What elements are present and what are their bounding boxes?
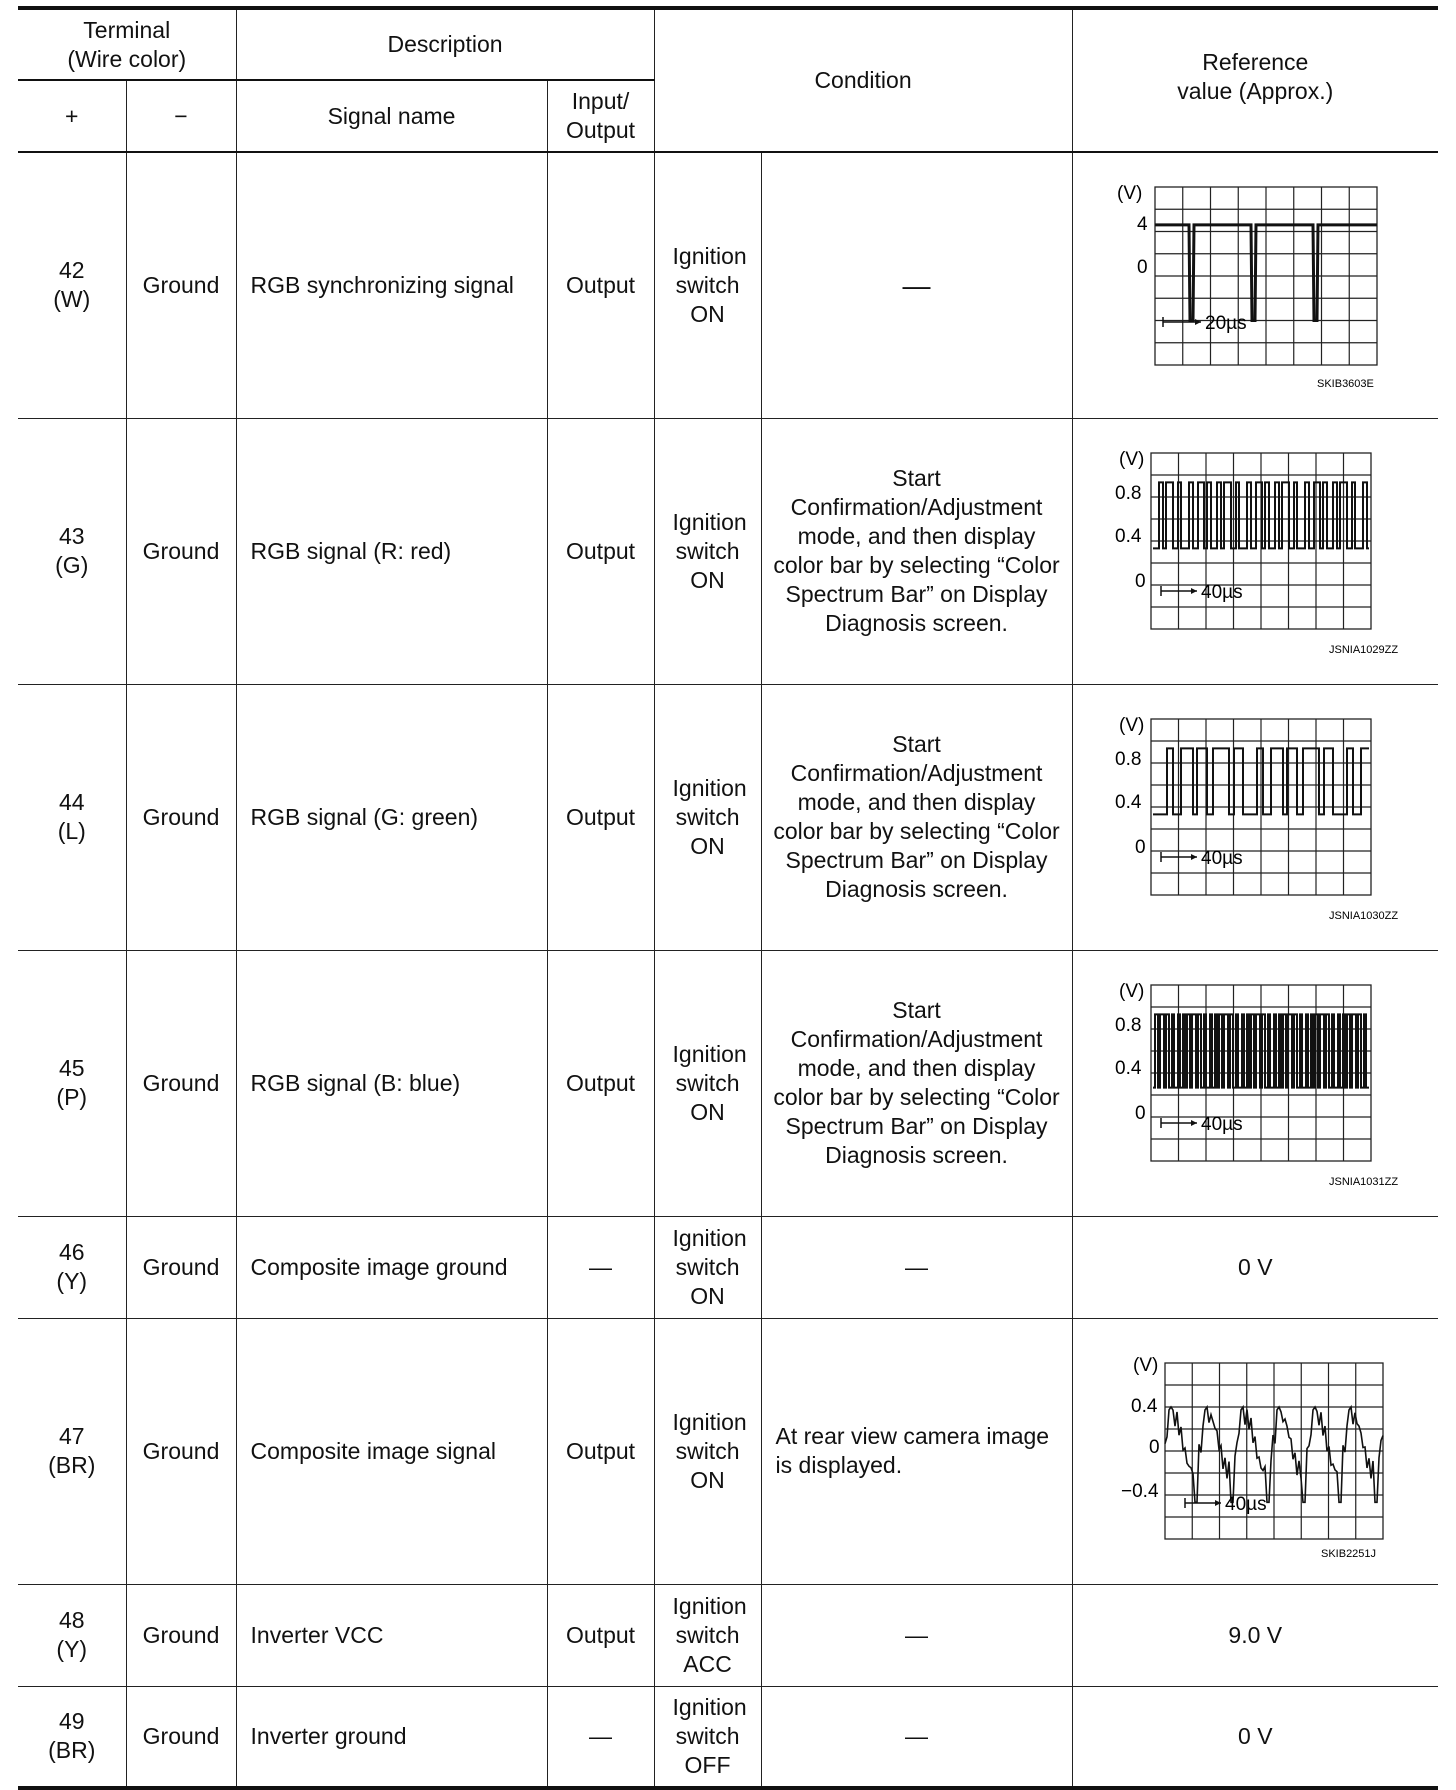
ignition-cell: Ignition switch ON bbox=[654, 418, 761, 684]
wire-color: (G) bbox=[55, 552, 89, 578]
red-signal-chart bbox=[1077, 441, 1443, 661]
terminal-cell bbox=[18, 1686, 126, 1788]
header-condition: Condition bbox=[654, 8, 1072, 152]
time-scale-label: 40µs bbox=[1224, 1494, 1267, 1515]
ground-cell: Ground bbox=[126, 418, 236, 684]
terminal-cell bbox=[18, 152, 126, 418]
time-scale-label: 40µs bbox=[1200, 1114, 1243, 1135]
signal-name: Composite image signal bbox=[236, 1318, 547, 1584]
y-tick-label: 0 bbox=[1134, 837, 1146, 858]
ignition-cell: Ignition switch ON bbox=[654, 1216, 761, 1318]
green-signal-chart bbox=[1077, 707, 1443, 927]
figure-code: SKIB2251J bbox=[1320, 1548, 1376, 1560]
io-cell: — bbox=[547, 1216, 654, 1318]
ground-cell: Ground bbox=[126, 1584, 236, 1686]
y-tick-label: 0.4 bbox=[1114, 1058, 1141, 1079]
terminal-number: 49 bbox=[58, 1708, 85, 1735]
terminal-number: 44 bbox=[58, 789, 85, 815]
ground-cell: Ground bbox=[126, 1216, 236, 1318]
y-tick-label: 0 bbox=[1148, 1437, 1160, 1458]
blue-signal-chart bbox=[1077, 973, 1443, 1193]
wire-color: (BR) bbox=[48, 1737, 96, 1764]
red-signal-trace bbox=[1153, 482, 1369, 548]
figure-code: JSNIA1030ZZ bbox=[1328, 910, 1398, 922]
condition-cell: — bbox=[761, 1216, 1072, 1318]
header-reference: Reference value (Approx.) bbox=[1072, 8, 1438, 152]
condition-cell: — bbox=[761, 1584, 1072, 1686]
wire-color: (L) bbox=[57, 818, 86, 844]
table-row bbox=[18, 152, 1438, 418]
chart-gridlines bbox=[1151, 719, 1371, 895]
y-unit-label: (V) bbox=[1118, 715, 1144, 736]
terminal-cell bbox=[18, 950, 126, 1216]
y-tick-label: 0 bbox=[1134, 571, 1146, 592]
reference-chart-cell bbox=[1072, 1318, 1438, 1584]
header-signal-name: Signal name bbox=[236, 80, 547, 152]
ignition-cell: Ignition switch ACC bbox=[654, 1584, 761, 1686]
reference-chart-cell bbox=[1072, 152, 1438, 418]
io-cell: Output bbox=[547, 1584, 654, 1686]
ignition-cell: Ignition switch ON bbox=[654, 950, 761, 1216]
chart-gridlines bbox=[1165, 1363, 1383, 1539]
terminal-cell bbox=[18, 1584, 126, 1686]
header-minus: − bbox=[126, 80, 236, 152]
signal-name: RGB signal (G: green) bbox=[236, 684, 547, 950]
time-scale-label: 20µs bbox=[1204, 313, 1247, 335]
terminal-number: 48 bbox=[58, 1607, 85, 1633]
y-unit-label: (V) bbox=[1116, 183, 1142, 205]
io-cell: — bbox=[547, 1686, 654, 1788]
ignition-cell: Ignition switch ON bbox=[654, 684, 761, 950]
io-cell: Output bbox=[547, 950, 654, 1216]
table-row bbox=[18, 684, 1438, 950]
condition-cell: At rear view camera image is displayed. bbox=[761, 1318, 1072, 1584]
wire-color: (Y) bbox=[56, 1268, 88, 1294]
figure-code: JSNIA1031ZZ bbox=[1328, 1176, 1398, 1188]
y-tick-label: 0.4 bbox=[1114, 792, 1141, 813]
condition-cell: Start Confirmation/Adjustment mode, and then display color bar by selecting “Color Spectrum Bar” on Display Diagnosis screen. bbox=[761, 684, 1072, 950]
reference-value: 0 V bbox=[1072, 1216, 1438, 1318]
y-tick-label: 0.8 bbox=[1114, 483, 1141, 504]
terminal-number: 45 bbox=[58, 1055, 85, 1081]
table-row bbox=[18, 1686, 1438, 1788]
header-io: Input/ Output bbox=[547, 80, 654, 152]
signal-name: RGB synchronizing signal bbox=[236, 152, 547, 418]
time-scale-label: 40µs bbox=[1200, 582, 1243, 603]
wire-color: (P) bbox=[56, 1084, 88, 1110]
y-tick-label: 4 bbox=[1136, 214, 1148, 236]
terminal-number: 42 bbox=[58, 257, 85, 284]
wire-color: (Y) bbox=[56, 1636, 88, 1662]
terminal-table-sheet bbox=[18, 6, 1438, 1790]
wire-color: (W) bbox=[53, 286, 91, 313]
y-unit-label: (V) bbox=[1118, 449, 1144, 470]
terminal-cell bbox=[18, 1318, 126, 1584]
terminal-number: 46 bbox=[58, 1239, 85, 1265]
y-tick-label: 0.8 bbox=[1114, 749, 1141, 770]
reference-chart-cell bbox=[1072, 418, 1438, 684]
condition-cell: — bbox=[761, 152, 1072, 418]
y-tick-label: 0.4 bbox=[1114, 526, 1141, 547]
table-row bbox=[18, 1318, 1438, 1584]
condition-cell: — bbox=[761, 1686, 1072, 1788]
ignition-cell: Ignition switch OFF bbox=[654, 1686, 761, 1788]
reference-chart-cell bbox=[1072, 684, 1438, 950]
signal-name: Inverter ground bbox=[236, 1686, 547, 1788]
table-row bbox=[18, 950, 1438, 1216]
table-row bbox=[18, 418, 1438, 684]
ground-cell: Ground bbox=[126, 684, 236, 950]
terminal-cell bbox=[18, 1216, 126, 1318]
reference-value: 0 V bbox=[1072, 1686, 1438, 1788]
io-cell: Output bbox=[547, 684, 654, 950]
terminal-number: 43 bbox=[58, 523, 85, 549]
y-unit-label: (V) bbox=[1118, 981, 1144, 1002]
figure-code: JSNIA1029ZZ bbox=[1328, 644, 1398, 656]
terminal-table bbox=[18, 6, 1438, 1790]
signal-name: RGB signal (R: red) bbox=[236, 418, 547, 684]
condition-cell: Start Confirmation/Adjustment mode, and then display color bar by selecting “Color Spectrum Bar” on Display Diagnosis screen. bbox=[761, 418, 1072, 684]
sync-signal-chart bbox=[1077, 175, 1443, 395]
signal-name: Composite image ground bbox=[236, 1216, 547, 1318]
signal-name: RGB signal (B: blue) bbox=[236, 950, 547, 1216]
y-tick-label: 0 bbox=[1136, 257, 1148, 279]
time-scale-marker bbox=[1163, 313, 1247, 334]
ground-cell: Ground bbox=[126, 1686, 236, 1788]
terminal-cell bbox=[18, 418, 126, 684]
io-cell: Output bbox=[547, 152, 654, 418]
figure-code: SKIB3603E bbox=[1316, 378, 1374, 391]
time-scale-label: 40µs bbox=[1200, 848, 1243, 869]
signal-name: Inverter VCC bbox=[236, 1584, 547, 1686]
y-tick-label: 0 bbox=[1134, 1103, 1146, 1124]
ignition-cell: Ignition switch ON bbox=[654, 152, 761, 418]
table-row bbox=[18, 1216, 1438, 1318]
y-tick-label: 0.4 bbox=[1130, 1396, 1157, 1417]
y-tick-label: −0.4 bbox=[1120, 1481, 1159, 1502]
y-unit-label: (V) bbox=[1132, 1355, 1158, 1376]
ground-cell: Ground bbox=[126, 152, 236, 418]
header-description: Description bbox=[236, 8, 654, 80]
reference-chart-cell bbox=[1072, 950, 1438, 1216]
condition-cell: Start Confirmation/Adjustment mode, and then display color bar by selecting “Color Spectrum Bar” on Display Diagnosis screen. bbox=[761, 950, 1072, 1216]
terminal-cell bbox=[18, 684, 126, 950]
table-row bbox=[18, 1584, 1438, 1686]
ground-cell: Ground bbox=[126, 950, 236, 1216]
io-cell: Output bbox=[547, 418, 654, 684]
io-cell: Output bbox=[547, 1318, 654, 1584]
header-terminal: Terminal (Wire color) bbox=[18, 8, 236, 80]
ignition-cell: Ignition switch ON bbox=[654, 1318, 761, 1584]
reference-value: 9.0 V bbox=[1072, 1584, 1438, 1686]
wire-color: (BR) bbox=[48, 1452, 96, 1478]
y-tick-label: 0.8 bbox=[1114, 1015, 1141, 1036]
composite-signal-chart bbox=[1077, 1341, 1443, 1561]
ground-cell: Ground bbox=[126, 1318, 236, 1584]
header-plus: + bbox=[18, 80, 126, 152]
terminal-number: 47 bbox=[58, 1423, 85, 1449]
